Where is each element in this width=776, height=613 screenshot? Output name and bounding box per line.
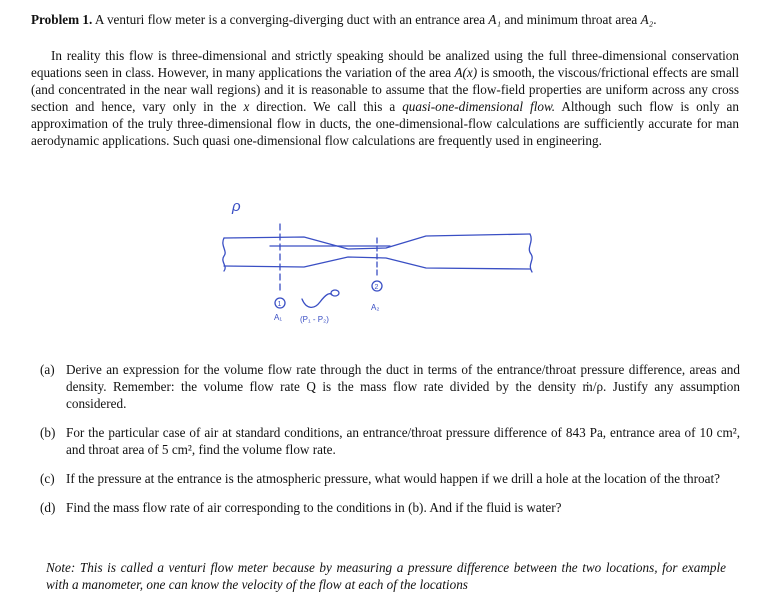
manometer-tube [302, 294, 332, 308]
question-part-a: (a) Derive an expression for the volume flow rate through the duct in terms of the entrance/throat pressure difference, areas and density. Remember: the volume flow rate Q is the mass flow rate divided by the density ṁ/ρ. Justify any assumption considered. [40, 362, 740, 411]
station-2-number: 2 [374, 284, 379, 291]
density-symbol: ρ [232, 198, 241, 215]
venturi-sketch [180, 196, 580, 346]
question-part-c: (c) If the pressure at the entrance is the atmospheric pressure, what would happen if we drill a hole at the location of the throat? [40, 471, 721, 486]
question-parts [40, 361, 740, 528]
label-a2: A₂ [371, 303, 380, 312]
question-part-d: (d) Find the mass flow rate of air corresponding to the conditions in (b). And if the fluid is water? [40, 500, 562, 515]
quasi-1d-term: quasi-one-dimensional flow. [402, 99, 556, 114]
question-part-b: (b) For the particular case of air at standard conditions, an entrance/throat pressure difference of 843 Pa, entrance area of 10 cm², and throat area of 5 cm², find the volume flow rate. [40, 425, 740, 457]
outlet-break-mark [529, 234, 532, 272]
venturi-note: Note: This is called a venturi flow meter because by measuring a pressure difference between the two locations, for example with a manometer, one can know the velocity of the flow at each of the locations [46, 560, 726, 592]
problem-description: In reality this flow is three-dimensional and strictly speaking should be analized using the full three-dimensional conservation equations seen in class. However, in many applications the variation of the area A(x) is smooth, the viscous/frictional effects are small (and concentrated in the near wall regions) and it is reasonable to assume that the flow-field properties are uniform across any cross section and hence, vary only in the x direction. We call this a quasi-one-dimensional flow. Although such flow is only an approximation of the truly three-dimensional flow in ducts, the one-dimensional-flow calculations are sufficiently accurate for man aerodynamic applications. Such quasi one-dimensional flow calculations are frequently used in engineering. [31, 48, 739, 148]
label-a1: A₁ [274, 313, 283, 322]
manometer-bulb [331, 290, 339, 296]
problem-intro: Problem 1. A venturi flow meter is a converging-diverging duct with an entrance area A₁ and minimum throat area A₂. [31, 12, 657, 27]
station-1-number: 1 [277, 301, 282, 308]
problem-label: Problem 1. [31, 12, 93, 27]
label-pressure-diff: (P₁ - P₂) [300, 315, 329, 324]
